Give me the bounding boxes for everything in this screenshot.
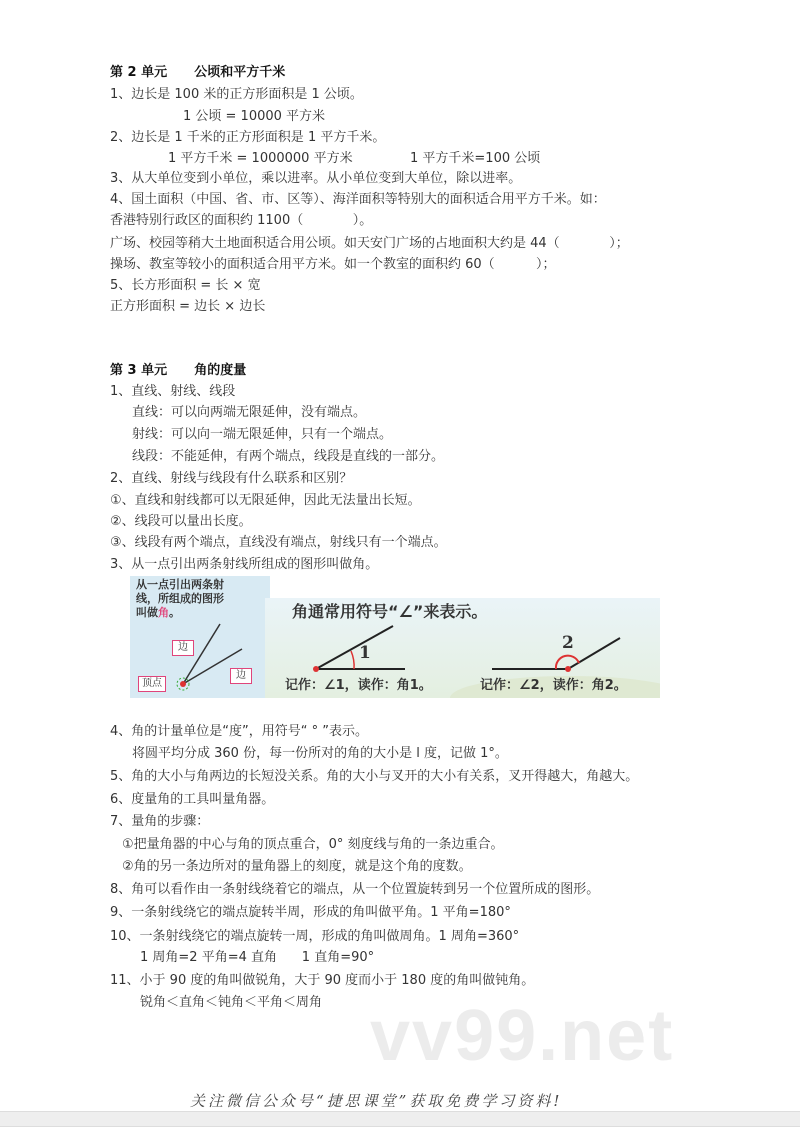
text-line: 正方形面积 = 边长 × 边长 (110, 299, 266, 314)
text-line: 8、角可以看作由一条射线绕着它的端点，从一个位置旋转到另一个位置所成的图形。 (110, 882, 600, 897)
vertex-label: 顶点 (138, 676, 166, 692)
text-line: 1 周角=2 平角=4 直角 1 直角=90° (140, 950, 375, 965)
text-line: 2、边长是 1 千米的正方形面积是 1 平方千米。 (110, 130, 386, 145)
angle1-number: 1 (359, 643, 371, 663)
text-line: 6、度量角的工具叫量角器。 (110, 792, 275, 807)
text-line: 11、小于 90 度的角叫做锐角，大于 90 度而小于 180 度的角叫做钝角。 (110, 973, 535, 988)
unit3-title: 第 3 单元 角的度量 (110, 363, 247, 378)
text-line: ②、线段可以量出长度。 (110, 514, 252, 529)
text-line: 7、量角的步骤： (110, 814, 210, 829)
text-line: 9、一条射线绕它的端点旋转半周，形成的角叫做平角。1 平角=180° (110, 905, 511, 920)
text-line: 线段：不能延伸，有两个端点，线段是直线的一部分。 (132, 449, 445, 464)
text-line: 1 平方千米=100 公顷 (410, 151, 541, 166)
text-line: 射线：可以向一端无限延伸，只有一个端点。 (132, 427, 393, 442)
text-line: 2、直线、射线与线段有什么联系和区别？ (110, 471, 353, 486)
angle-illustration (130, 576, 660, 698)
figure-definition-line1: 从一点引出两条射 (136, 578, 224, 591)
text-line: ①把量角器的中心与角的顶点重合，0° 刻度线与角的一条边重合。 (122, 837, 504, 852)
text-line: 5、角的大小与角两边的长短没关系。角的大小与叉开的大小有关系，叉开得越大，角越大。 (110, 769, 639, 784)
text-line: ②角的另一条边所对的量角器上的刻度，就是这个角的度数。 (122, 859, 472, 874)
text-line: 4、国土面积（中国、省、市、区等）、海洋面积等特别大的面积适合用平方千米。如： (110, 192, 606, 207)
text-line: 1 公顷 = 10000 平方米 (183, 109, 326, 124)
text-line: 5、长方形面积 = 长 × 宽 (110, 278, 261, 293)
page-bottom-bar (0, 1111, 800, 1127)
figure-text: 。 (169, 606, 180, 619)
text-line: 操场、教室等较小的面积适合用平方米。如一个教室的面积约 60（ ）； (110, 257, 556, 272)
text-line: 3、从一点引出两条射线所组成的图形叫做角。 (110, 557, 379, 572)
text-line: ③、线段有两个端点，直线没有端点，射线只有一个端点。 (110, 535, 447, 550)
text-line: 4、角的计量单位是“度”，用符号“ ° ”表示。 (110, 724, 368, 739)
figure-definition-line3 (136, 606, 180, 620)
unit2-title: 第 2 单元 公顷和平方千米 (110, 65, 286, 80)
figure-definition-line2: 线，所组成的图形 (136, 592, 224, 605)
text-line: ①、直线和射线都可以无限延伸，因此无法量出长短。 (110, 493, 421, 508)
angle2-caption: 记作：∠2，读作：角2。 (480, 678, 627, 693)
figure-text-angle: 角 (158, 606, 169, 619)
text-line: 1、直线、射线、线段 (110, 384, 236, 399)
text-line: 3、从大单位变到小单位，乘以进率。从小单位变到大单位，除以进率。 (110, 171, 522, 186)
text-line: 香港特别行政区的面积约 1100（ ）。 (110, 213, 373, 228)
watermark: vv99.net (370, 996, 675, 1076)
text-line: 锐角＜直角＜钝角＜平角＜周角 (140, 995, 323, 1010)
text-line: 1 平方千米 = 1000000 平方米 (168, 151, 353, 166)
text-line: 直线：可以向两端无限延伸，没有端点。 (132, 405, 367, 420)
footer-note: 关注微信公众号“捷思课堂”获取免费学习资料! (190, 1092, 563, 1110)
text-line: 1、边长是 100 米的正方形面积是 1 公顷。 (110, 87, 363, 102)
side-label: 边 (230, 668, 252, 684)
text-line: 将圆平均分成 360 份，每一份所对的角的大小是 l 度，记做 1°。 (132, 746, 508, 761)
side-label: 边 (172, 640, 194, 656)
angle-symbol-text: 角通常用符号“∠”来表示。 (292, 602, 488, 621)
angle1-caption: 记作：∠1，读作：角1。 (285, 678, 432, 693)
text-line: 10、一条射线绕它的端点旋转一周，形成的角叫做周角。1 周角=360° (110, 929, 520, 944)
angle2-number: 2 (562, 633, 574, 653)
text-line: 广场、校园等稍大土地面积适合用公顷。如天安门广场的占地面积大约是 44（ ）； (110, 236, 629, 251)
figure-text: 叫做 (136, 606, 158, 619)
